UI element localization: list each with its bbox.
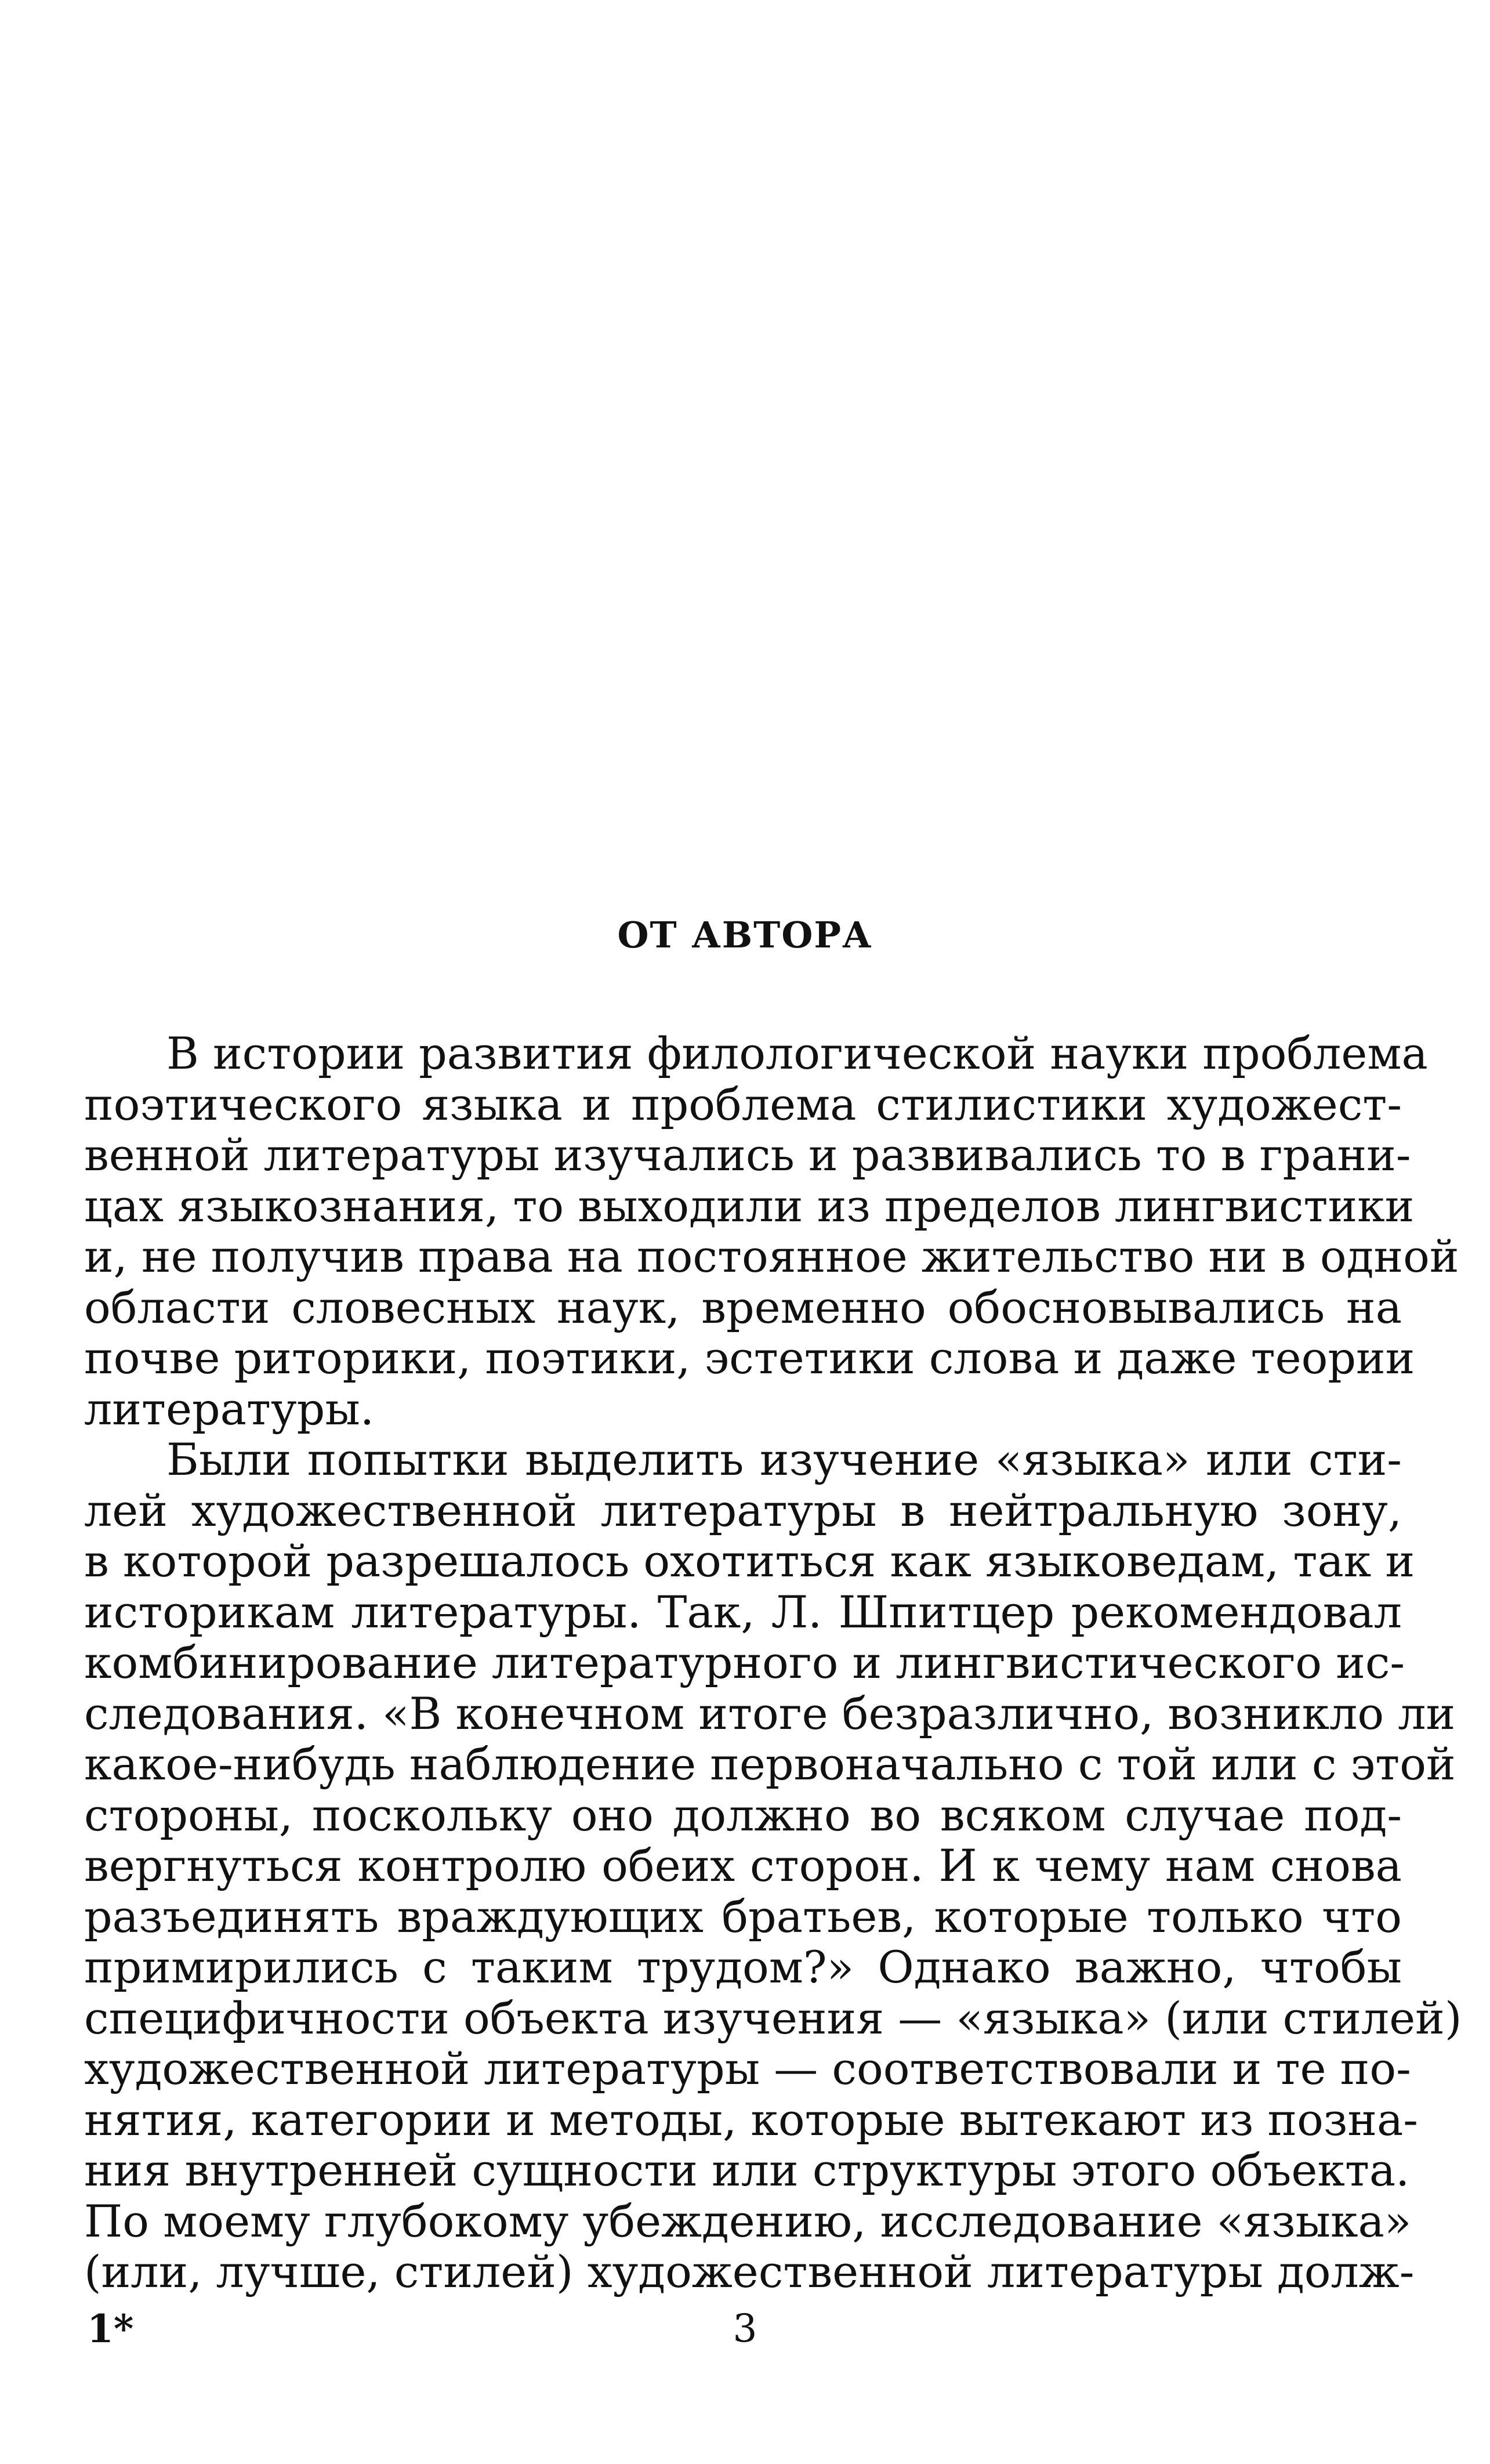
text-line: следования. «В конечном итоге безразлично, возникло ли bbox=[84, 1687, 1456, 1739]
text-line: цах языкознания, то выходили из пределов лингвистики bbox=[84, 1179, 1415, 1232]
text-line: в которой разрешалось охотиться как языковедам, так и bbox=[84, 1535, 1415, 1587]
text-line: художественной литературы — соответствовали и те по- bbox=[84, 2043, 1411, 2094]
text-line: венной литературы изучались и развивались то в грани- bbox=[84, 1129, 1411, 1181]
text-line: литературы. bbox=[84, 1383, 374, 1435]
text-line: разъединять враждующих братьев, которые только что bbox=[84, 1890, 1402, 1942]
text-line: В истории развития филологической науки проблема bbox=[166, 1027, 1428, 1079]
text-line: Были попытки выделить изучение «языка» или сти- bbox=[166, 1434, 1402, 1485]
text-line: вергнуться контролю обеих сторон. И к чему нам снова bbox=[84, 1840, 1402, 1891]
text-line: (или, лучше, стилей) художественной литературы долж- bbox=[84, 2246, 1415, 2297]
text-line: специфичности объекта изучения — «языка» (или стилей) bbox=[84, 1992, 1462, 2044]
text-line: поэтического языка и проблема стилистики художест- bbox=[84, 1078, 1402, 1130]
text-line: По моему глубокому убеждению, исследование «языка» bbox=[84, 2195, 1412, 2247]
text-line: историкам литературы. Так, Л. Шпитцер рекомендовал bbox=[84, 1586, 1402, 1638]
text-line: какое-нибудь наблюдение первоначально с той или с этой bbox=[84, 1738, 1456, 1790]
text-line: лей художественной литературы в нейтральную зону, bbox=[84, 1484, 1402, 1536]
text-line: примирились с таким трудом?» Однако важно, чтобы bbox=[84, 1941, 1402, 1993]
text-line: области словесных наук, временно обосновывались на bbox=[84, 1281, 1402, 1333]
page-title: ОТ АВТОРА bbox=[617, 914, 873, 956]
body-text bbox=[84, 1027, 1462, 2297]
text-line: почве риторики, поэтики, эстетики слова и даже теории bbox=[84, 1332, 1415, 1384]
text-line: ния внутренней сущности или структуры этого объекта. bbox=[84, 2144, 1410, 2196]
text-line: комбинирование литературного и лингвистического ис- bbox=[84, 1637, 1405, 1688]
page-number: 3 bbox=[733, 2306, 757, 2351]
text-line: нятия, категории и методы, которые вытекают из позна- bbox=[84, 2093, 1418, 2145]
signature-mark: 1* bbox=[87, 2306, 134, 2351]
text-line: стороны, поскольку оно должно во всяком случае под- bbox=[84, 1789, 1402, 1841]
text-line: и, не получив права на постоянное жительство ни в одной bbox=[84, 1231, 1459, 1282]
